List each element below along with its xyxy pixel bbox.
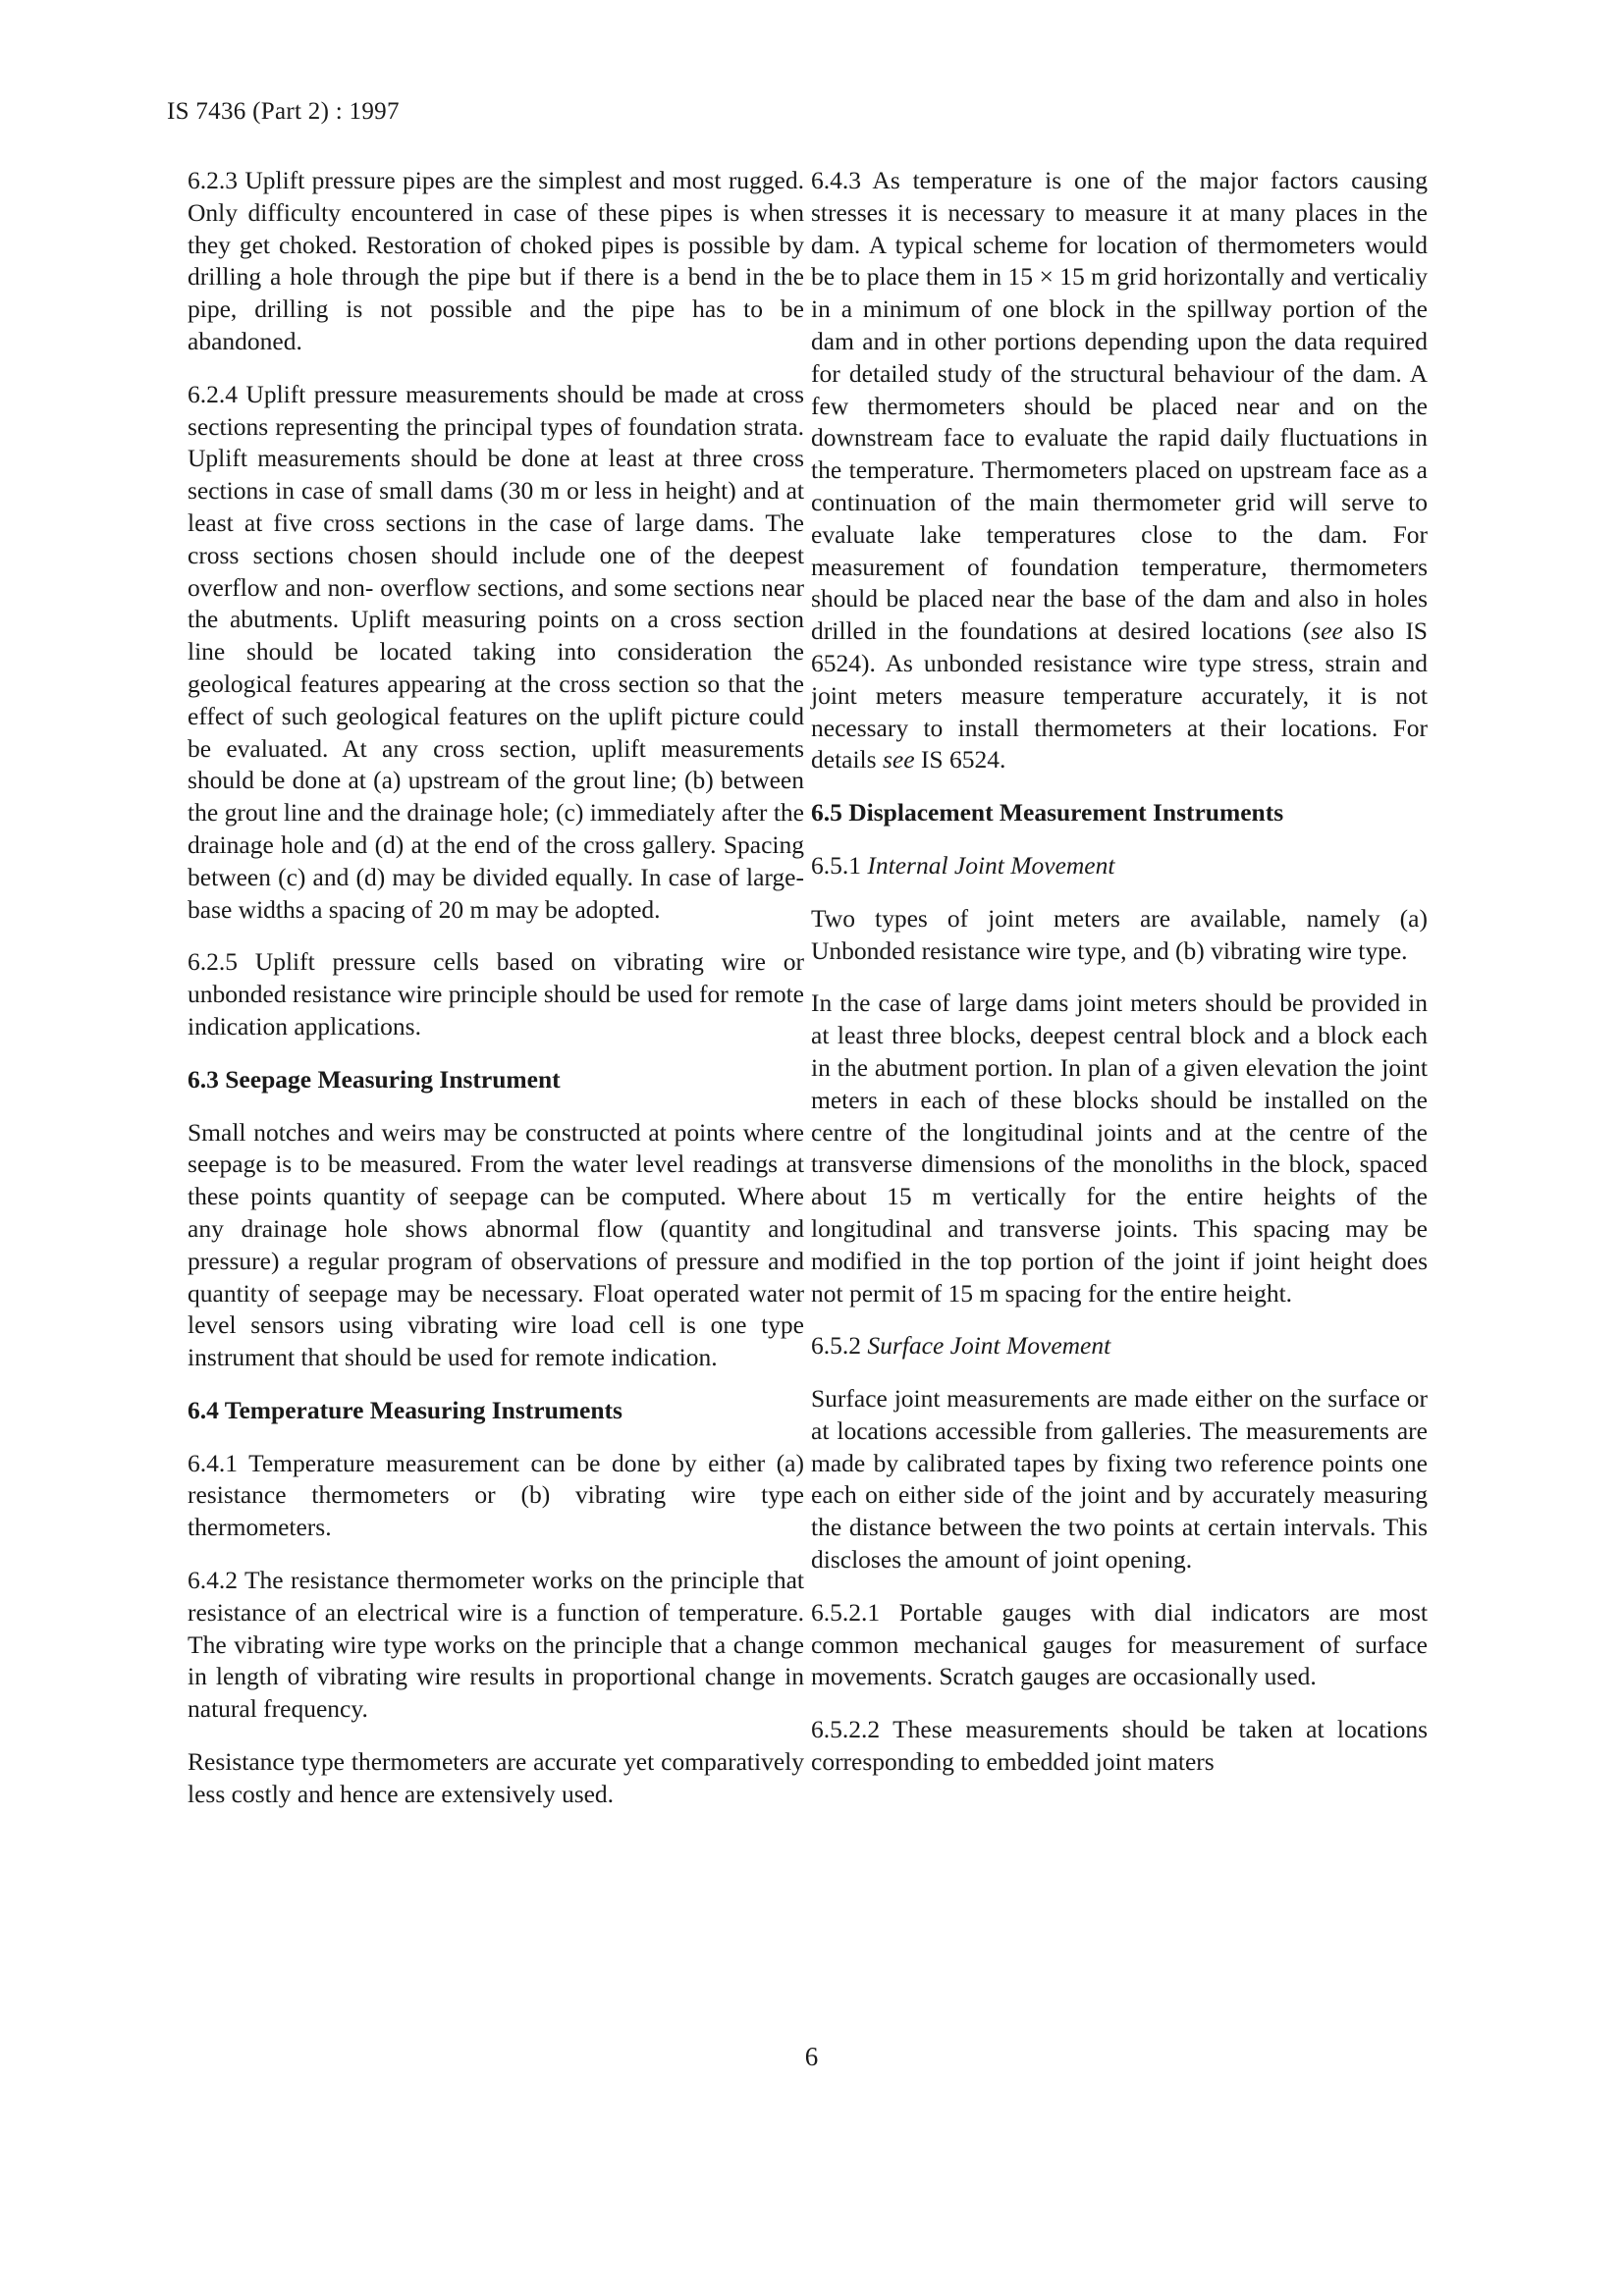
paragraph-surface-joint: Surface joint measurements are made either on the surface or at locations accessible from galleries. The measurements are made by calibrated tapes by fixing two reference points one each on either side of the joint and by accurately measuring the distance between the two points at certain intervals. This discloses the amount of joint opening.: [811, 1384, 1428, 1575]
paragraph-6-2-3: 6.2.3 Uplift pressure pipes are the simplest and most rugged. Only difficulty encountered in case of these pipes is when they get choked. Restoration of choked pipes is possible by drilling a hole through the pipe but if there is a bend in the pipe, drilling is not possible and the pipe has to be abandoned.: [188, 166, 805, 355]
heading-6-5: 6.5 Displacement Measurement Instruments: [811, 798, 1284, 828]
paragraph-6-5-2-1: 6.5.2.1 Portable gauges with dial indicators are most common mechanical gauges for measurement of surface movements. Scratch gauges are occasionally used.: [811, 1597, 1429, 1691]
paragraph-6-4-1: 6.4.1 Temperature measurement can be done by either (a) resistance thermometers or (b) vibrating wire type thermometers.: [188, 1448, 804, 1542]
subheading-6-5-2: 6.5.2 Surface Joint Movement: [811, 1331, 1111, 1361]
paragraph-6-4-3: 6.4.3 As temperature is one of the major factors causing stresses it is necessary to measure it at many places in the dam. A typical scheme for location of thermometers would be to place them in 15 × 15 m grid horizontally and verticaliy in a minimum of one block in the spillway portion of the dam and in other portions depending upon the data required for detailed study of the structural behaviour of the dam. A few thermometers should be placed near and on the downstream face to evaluate the rapid daily fluctuations in the temperature. Thermometers placed on upstream face as a continuation of the main thermometer grid will serve to evaluate lake temperatures close to the dam. For measurement of foundation temperature, thermometers should be placed near the base of the dam and also in holes drilled in the foundations at desired locations (see also IS 6524). As unbonded resistance wire type stress, strain and joint meters measure temperature accurately, it is not necessary to install thermometers at their locations. For details see IS 6524.: [811, 166, 1429, 774]
paragraph-large-dams: In the case of large dams joint meters should be provided in at least three blocks, deepest central block and a block each in the abutment portion. In plan of a given elevation the joint meters in each of these blocks should be installed on the centre of the longitudinal joints and at the centre of the transverse dimensions of the monoliths in the block, spaced about 15 m vertically for the entire heights of the longitudinal and transverse joints. This spacing may be modified in the top portion of the joint if joint height does not permit of 15 m spacing for the entire height.: [811, 988, 1428, 1308]
right-column: [811, 165, 1428, 1799]
paragraph-seepage: Small notches and weirs may be constructed at points where seepage is to be measured. From the water level readings at these points quantity of seepage can be computed. Where any drainage hole shows abnormal flow (quantity and pressure) a regular program of observations of pressure and quantity of seepage may be necessary. Float operated water level sensors using vibrating wire load cell is one type instrument that should be used for remote indication.: [188, 1117, 804, 1372]
paragraph-6-2-5: 6.2.5 Uplift pressure cells based on vibrating wire or unbonded resistance wire principle should be used for remote indication applications.: [188, 947, 804, 1041]
paragraph-6-4-2: 6.4.2 The resistance thermometer works on the principle that resistance of an electrical wire is a function of temperature. The vibrating wire type works on the principle that a change in length of vibrating wire results in proportional change in natural frequency.: [188, 1566, 804, 1724]
left-column: [188, 165, 804, 1832]
page-number: 6: [804, 2042, 819, 2071]
subheading-6-5-1: 6.5.1 Internal Joint Movement: [811, 850, 1115, 880]
paragraph-resistance-type: Resistance type thermometers are accurate yet comparatively less costly and hence are extensively used.: [188, 1747, 804, 1808]
document-header: IS 7436 (Part 2) : 1997: [167, 98, 400, 125]
heading-6-3: 6.3 Seepage Measuring Instrument: [188, 1064, 561, 1094]
heading-6-4: 6.4 Temperature Measuring Instruments: [188, 1395, 622, 1424]
paragraph-6-2-4: 6.2.4 Uplift pressure measurements should be made at cross sections representing the principal types of foundation strata. Uplift measurements should be done at least at three cross sections in case of small dams (30 m or less in height) and at least at five cross sections in the case of large dams. The cross sections chosen should include one of the deepest overflow and non- overflow sections, and some sections near the abutments. Uplift measuring points on a cross section line should be located taking into consideration the geological features appearing at the cross section so that the effect of such geological features on the uplift picture could be evaluated. At any cross section, uplift measurements should be done at (a) upstream of the grout line; (b) between the grout line and the drainage hole; (c) immediately after the drainage hole and (d) at the end of the cross gallery. Spacing between (c) and (d) may be divided equally. In case of large-base widths a spacing of 20 m may be adopted.: [188, 379, 805, 924]
paragraph-6-5-2-2: 6.5.2.2 These measurements should be taken at locations corresponding to embedded joint maters: [811, 1715, 1428, 1777]
paragraph-two-types: Two types of joint meters are available, namely (a) Unbonded resistance wire type, and (b) vibrating wire type.: [811, 903, 1428, 965]
